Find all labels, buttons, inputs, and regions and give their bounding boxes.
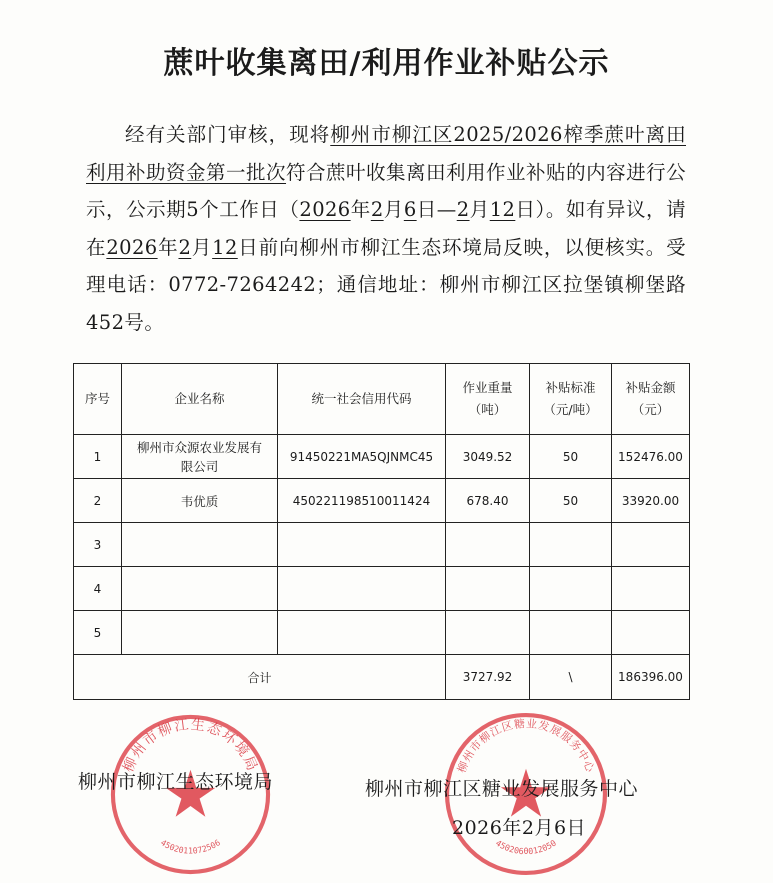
notice-text: 日前向柳州市柳江生态环境局反映，以便核实。受理电话：0772-7264242；通信地址：柳州市柳江区拉堡镇柳堡路452号。 bbox=[86, 235, 686, 334]
table-row bbox=[74, 611, 690, 655]
cell-index: 3 bbox=[74, 523, 122, 567]
cell-company bbox=[122, 611, 278, 655]
cell-weight bbox=[446, 523, 530, 567]
cell-weight bbox=[446, 567, 530, 611]
cell-amount bbox=[612, 611, 690, 655]
publicity-start-month: 2 bbox=[370, 198, 384, 221]
objection-year: 2026 bbox=[106, 235, 158, 259]
publicity-start-year: 2026 bbox=[299, 198, 351, 221]
notice-text: 经有关部门审核，现将 bbox=[125, 123, 331, 146]
notice-text: 符合蔗叶收集离田利用作业补贴的内容进行公示，公示期5个工作日（ bbox=[86, 160, 686, 221]
project-name: 柳州市柳江区2025/2026榨季蔗叶离田利用补助资金第一批次 bbox=[86, 123, 686, 184]
objection-day: 12 bbox=[212, 235, 238, 259]
table-total-row bbox=[74, 655, 690, 700]
cell-standard: 50 bbox=[530, 435, 612, 479]
cell-company: 柳州市众源农业发展有限公司 bbox=[122, 435, 278, 479]
cell-index: 5 bbox=[74, 611, 122, 655]
cell-index: 4 bbox=[74, 567, 122, 611]
cell-standard bbox=[530, 567, 612, 611]
cell-standard bbox=[530, 611, 612, 655]
subsidy-table bbox=[73, 363, 690, 700]
cell-amount: 152476.00 bbox=[612, 435, 690, 479]
cell-index: 1 bbox=[74, 435, 122, 479]
notice-text: 日— bbox=[416, 198, 457, 221]
publicity-end-day: 12 bbox=[489, 198, 516, 221]
total-standard: \ bbox=[530, 655, 612, 700]
cell-company bbox=[122, 523, 278, 567]
page-title: 蔗叶收集离田/利用作业补贴公示 bbox=[163, 46, 610, 81]
cell-credit-code bbox=[278, 611, 446, 655]
notice-text: 月 bbox=[191, 235, 213, 259]
table-header-row bbox=[74, 364, 690, 435]
cell-standard bbox=[530, 523, 612, 567]
header-weight bbox=[446, 364, 530, 435]
header-standard-unit: （元/吨） bbox=[543, 402, 598, 417]
notice-text: 月 bbox=[383, 198, 404, 221]
cell-credit-code bbox=[278, 523, 446, 567]
cell-company: 韦优质 bbox=[122, 479, 278, 523]
publicity-start-day: 6 bbox=[403, 198, 417, 221]
cell-weight: 678.40 bbox=[446, 479, 530, 523]
cell-credit-code: 91450221MA5QJNMC45 bbox=[278, 435, 446, 479]
header-weight-unit: （吨） bbox=[468, 402, 507, 417]
notice-text: 日）。如有异议，请在 bbox=[86, 198, 686, 259]
header-company: 企业名称 bbox=[122, 364, 278, 435]
notice-text: 年 bbox=[350, 198, 371, 221]
issuer-sugar-center: 柳州市柳江区糖业发展服务中心 bbox=[365, 778, 639, 800]
total-amount: 186396.00 bbox=[612, 655, 690, 700]
issuer-environment-bureau: 柳州市柳江生态环境局 bbox=[78, 771, 274, 793]
cell-weight: 3049.52 bbox=[446, 435, 530, 479]
cell-amount bbox=[612, 567, 690, 611]
header-index: 序号 bbox=[74, 364, 122, 435]
notice-text: 年 bbox=[157, 235, 179, 259]
cell-index: 2 bbox=[74, 479, 122, 523]
publicity-end-month: 2 bbox=[456, 198, 470, 221]
seal-name-text: 柳州市柳江区糖业发展服务中心 bbox=[455, 717, 597, 775]
header-standard-label: 补贴标准 bbox=[545, 380, 596, 395]
seal-code-text: 4502060012050 bbox=[493, 837, 559, 857]
total-label: 合计 bbox=[74, 655, 446, 700]
total-weight: 3727.92 bbox=[446, 655, 530, 700]
seal-code-text: 4502011072506 bbox=[158, 837, 223, 856]
header-amount-unit: （元） bbox=[631, 402, 670, 417]
header-standard bbox=[530, 364, 612, 435]
cell-amount bbox=[612, 523, 690, 567]
header-credit-code: 统一社会信用代码 bbox=[278, 364, 446, 435]
cell-weight bbox=[446, 611, 530, 655]
cell-credit-code bbox=[278, 567, 446, 611]
seal-name-text: 柳州市柳江生态环境局 bbox=[120, 716, 261, 775]
header-weight-label: 作业重量 bbox=[462, 380, 513, 395]
cell-company bbox=[122, 567, 278, 611]
objection-month: 2 bbox=[178, 235, 192, 259]
cell-amount: 33920.00 bbox=[612, 479, 690, 523]
notice-text: 月 bbox=[469, 198, 490, 221]
header-amount bbox=[612, 364, 690, 435]
table-row bbox=[74, 435, 690, 479]
cell-credit-code: 450221198510011424 bbox=[278, 479, 446, 523]
table-row bbox=[74, 567, 690, 611]
official-seal-environment-bureau bbox=[108, 712, 273, 877]
issue-date: 2026年2月6日 bbox=[452, 817, 587, 839]
table-row bbox=[74, 523, 690, 567]
cell-standard: 50 bbox=[530, 479, 612, 523]
table-row bbox=[74, 479, 690, 523]
header-amount-label: 补贴金额 bbox=[625, 380, 676, 395]
notice-paragraph bbox=[86, 116, 686, 341]
